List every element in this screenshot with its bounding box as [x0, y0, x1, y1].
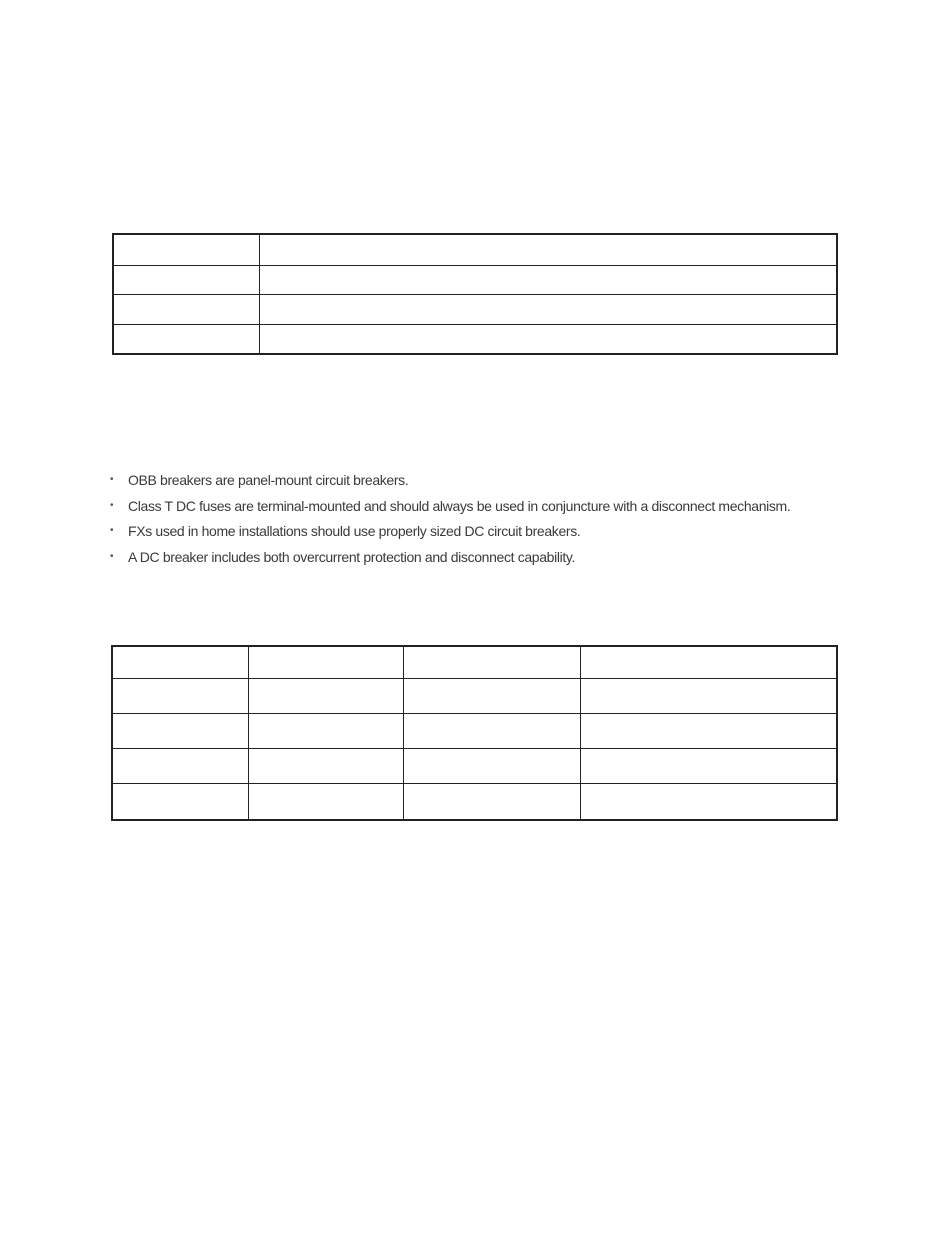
table-row — [112, 783, 837, 820]
table-row — [113, 295, 837, 325]
table-row — [113, 265, 837, 295]
table-cell — [112, 783, 248, 820]
table-cell — [580, 678, 837, 713]
list-item — [110, 496, 790, 522]
table-row — [112, 678, 837, 713]
table-cell — [112, 678, 248, 713]
bullet-marker: • — [110, 474, 114, 485]
table-cell — [248, 783, 403, 820]
list-item — [110, 521, 790, 547]
table-cell — [113, 234, 259, 265]
bullet-marker: • — [110, 551, 114, 563]
table-bottom — [111, 645, 838, 821]
bullet-marker: • — [110, 525, 114, 537]
table-row — [112, 646, 837, 678]
table-cell — [248, 748, 403, 783]
list-item-text: FXs used in home installations should use properly sized DC circuit breakers. — [128, 523, 581, 540]
table-cell — [403, 713, 580, 748]
bullet-marker: • — [110, 499, 114, 511]
table-cell — [113, 324, 259, 354]
table-cell — [248, 646, 403, 678]
list-item — [110, 470, 790, 496]
table-row — [112, 713, 837, 748]
table-top — [112, 233, 838, 355]
table-cell — [580, 783, 837, 820]
table-cell — [112, 646, 248, 678]
table-cell — [112, 748, 248, 783]
list-item-text: Class T DC fuses are terminal-mounted and should always be used in conjuncture with a disconnect mechanism. — [128, 497, 791, 514]
table-cell — [248, 678, 403, 713]
list-item-text: A DC breaker includes both overcurrent protection and disconnect capability. — [128, 549, 576, 566]
table-cell — [259, 265, 837, 295]
table-cell — [259, 324, 837, 354]
table-cell — [112, 713, 248, 748]
list-item-text: OBB breakers are panel-mount circuit breakers. — [128, 472, 409, 488]
table-cell — [248, 713, 403, 748]
table-cell — [259, 234, 837, 265]
table-cell — [580, 748, 837, 783]
table-cell — [580, 646, 837, 678]
table-cell — [113, 295, 259, 325]
table-row — [113, 234, 837, 265]
table-row — [113, 324, 837, 354]
table-cell — [403, 678, 580, 713]
table-cell — [403, 783, 580, 820]
table-cell — [580, 713, 837, 748]
table-row — [112, 748, 837, 783]
table-cell — [259, 295, 837, 325]
bullet-list — [110, 470, 790, 573]
table-cell — [113, 265, 259, 295]
list-item — [110, 547, 790, 573]
table-cell — [403, 646, 580, 678]
table-cell — [403, 748, 580, 783]
